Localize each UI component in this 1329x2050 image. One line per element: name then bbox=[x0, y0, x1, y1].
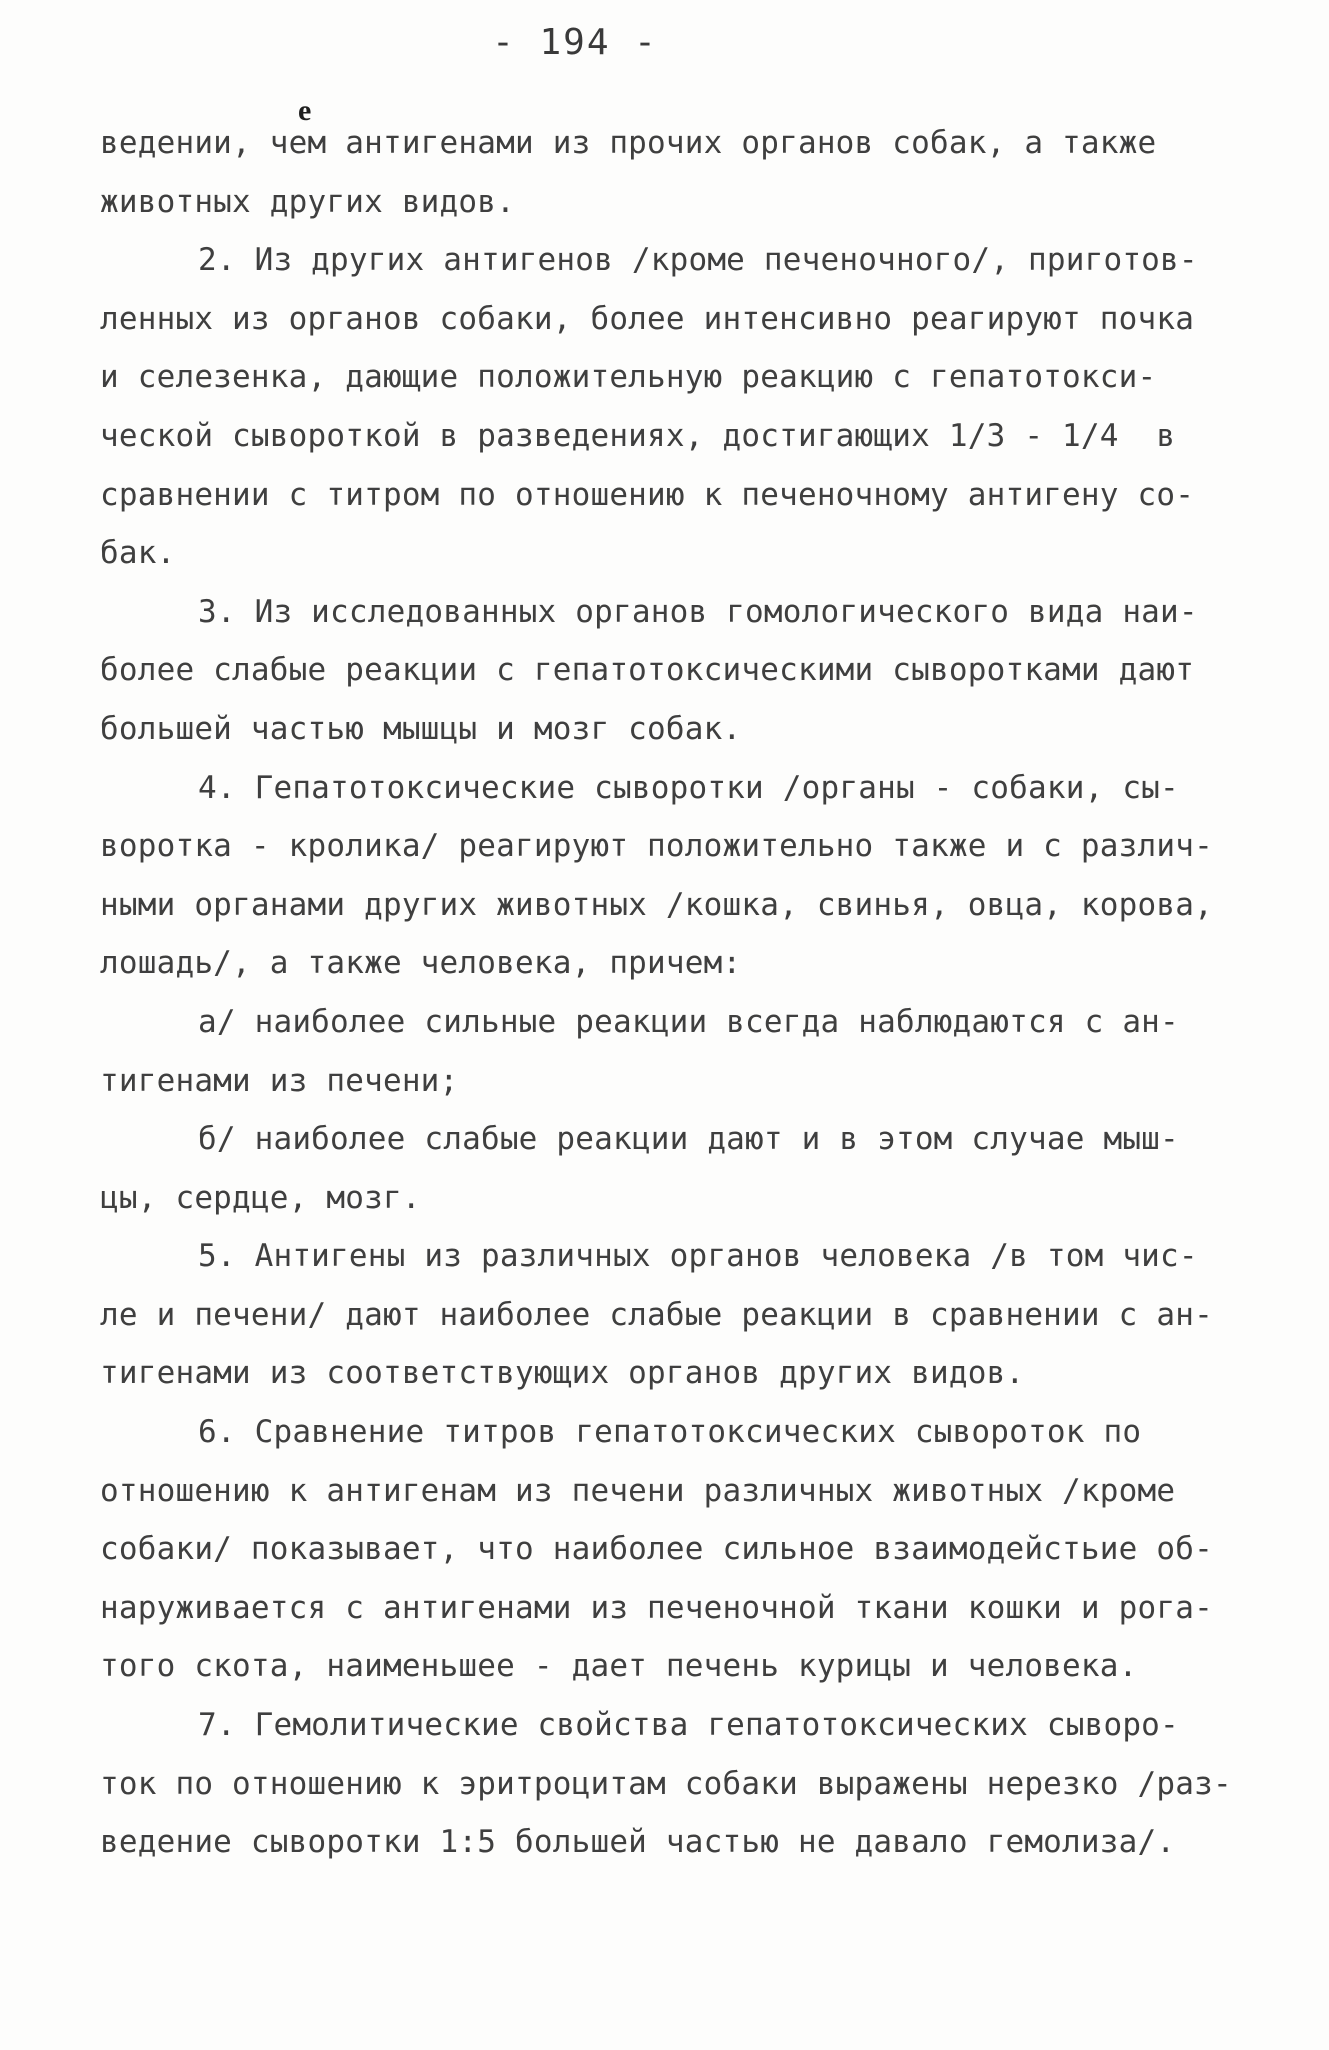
handwritten-correction: е bbox=[298, 94, 312, 127]
text-line: цы, сердце, мозг. bbox=[100, 1179, 421, 1216]
text-line: 6. Сравнение титров гепатотоксических сывороток по bbox=[198, 1414, 1142, 1451]
text-line: а/ наиболее сильные реакции всегда наблюдаются с ан- bbox=[198, 1003, 1179, 1040]
text-line: наруживается с антигенами из печеночной ткани кошки и рога- bbox=[100, 1589, 1213, 1626]
page-number: - 194 - bbox=[492, 22, 658, 63]
text-line: того скота, наименьшее - дает печень курицы и человека. bbox=[100, 1648, 1138, 1685]
text-line: лошадь/, а также человека, причем: bbox=[100, 945, 742, 982]
body-text bbox=[100, 114, 1230, 1872]
text-line: тигенами из печени; bbox=[100, 1062, 459, 1099]
text-line: большей частью мышцы и мозг собак. bbox=[100, 710, 742, 747]
text-line: 5. Антигены из различных органов человека /в том чис- bbox=[198, 1238, 1198, 1275]
text-line: бак. bbox=[100, 535, 176, 572]
text-line: сравнении с титром по отношению к печеночному антигену со- bbox=[100, 476, 1195, 513]
text-line: отношению к антигенам из печени различных животных /кроме bbox=[100, 1472, 1176, 1509]
text-line: б/ наиболее слабые реакции дают и в этом случае мыш- bbox=[198, 1121, 1179, 1158]
text-line: ведение сыворотки 1:5 большей частью не давало гемолиза/. bbox=[100, 1824, 1176, 1861]
text-line: ческой сывороткой в разведениях, достигающих 1/3 - 1/4 в bbox=[100, 417, 1176, 454]
text-line: ле и печени/ дают наиболее слабые реакции в сравнении с ан- bbox=[100, 1296, 1213, 1333]
text-line: ными органами других животных /кошка, свинья, овца, корова, bbox=[100, 886, 1213, 923]
text-line: собаки/ показывает, что наиболее сильное взаимодейстьие об- bbox=[100, 1531, 1213, 1568]
text-line: 7. Гемолитические свойства гепатотоксических сыворо- bbox=[198, 1707, 1179, 1744]
text-line: 3. Из исследованных органов гомологического вида наи- bbox=[198, 593, 1198, 630]
text-line: и селезенка, дающие положительную реакцию с гепатотокси- bbox=[100, 359, 1157, 396]
text-line: 2. Из других антигенов /кроме печеночного/, приготов- bbox=[198, 242, 1198, 279]
text-line: более слабые реакции с гепатотоксическими сыворотками дают bbox=[100, 652, 1195, 689]
text-line: ток по отношению к эритроцитам собаки выражены нерезко /раз- bbox=[100, 1765, 1232, 1802]
text-line: воротка - кролика/ реагируют положительно также и с различ- bbox=[100, 828, 1213, 865]
text-line: животных других видов. bbox=[100, 183, 515, 220]
text-line: 4. Гепатотоксические сыворотки /органы - собаки, сы- bbox=[198, 769, 1179, 806]
text-line: ведении, чем антигенами из прочих органов собак, а также bbox=[100, 125, 1157, 161]
text-line: тигенами из соответствующих органов других видов. bbox=[100, 1355, 1025, 1392]
text-line: ленных из органов собаки, более интенсивно реагируют почка bbox=[100, 300, 1195, 337]
